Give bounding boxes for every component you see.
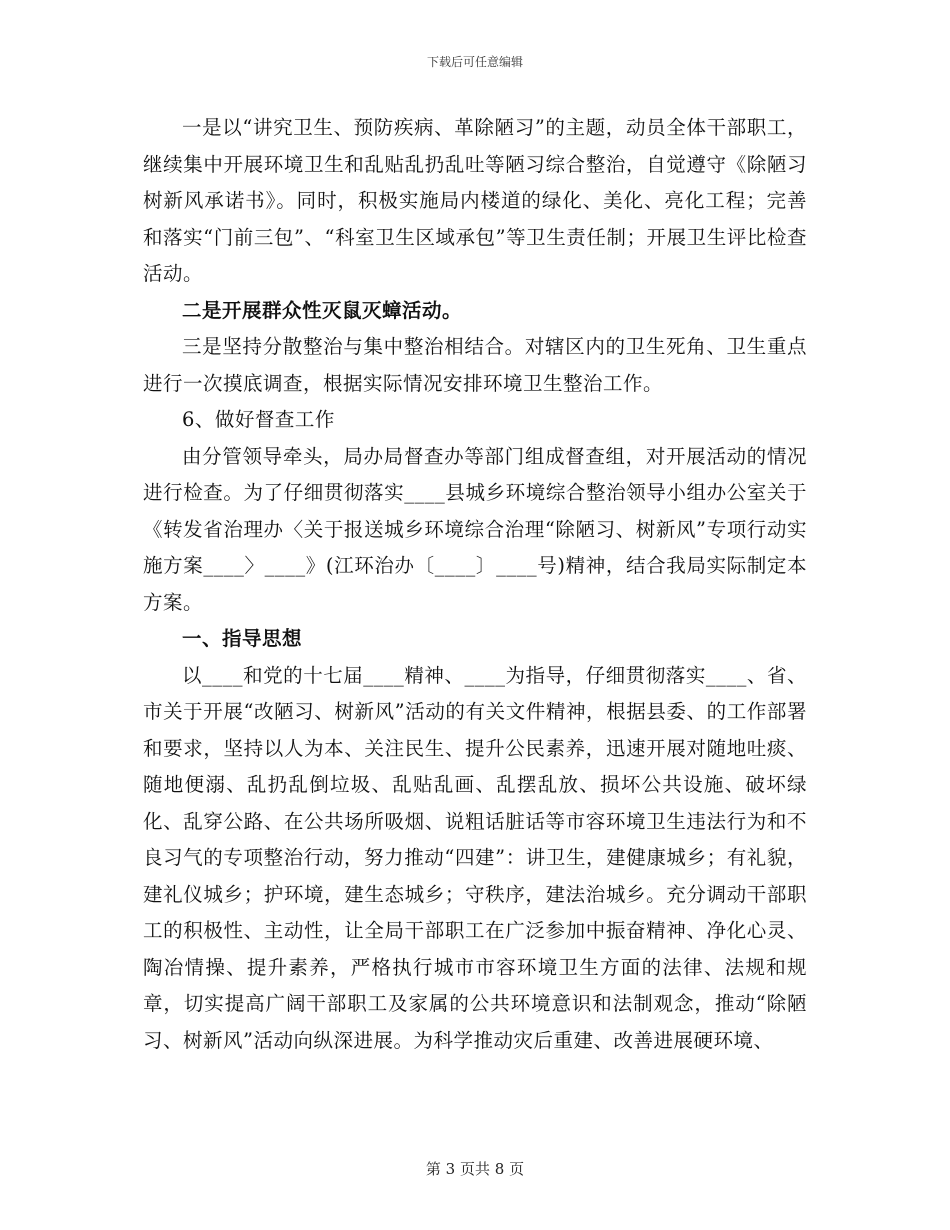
section-heading-supervision: 6、做好督查工作 [182,408,335,431]
paragraph-guiding-thought: 以____和党的十七届____精神、____为指导，仔细贯彻落实____、省、市关于开展“改陋习、树新风”活动的有关文件精神，根据县委、的工作部署和要求，坚持以人为本、关注民生、提升公民素养，迅速开展对随地吐痰、随地便溺、乱扔乱倒垃圾、乱贴乱画、乱摆乱放、损坏公共设施、破坏绿化、乱穿公路、在公共场所吸烟、说粗话脏话等市容环境卫生违法行为和不良习气的专项整治行动，努力推动“四建”：讲卫生，建健康城乡；有礼貌，建礼仪城乡；护环境，建生态城乡；守秩序，建法治城乡。充分调动干部职工的积极性、主动性，让全局干部职工在广泛参加中振奋精神、净化心灵、陶冶情操、提升素养，严格执行城市市容环境卫生方面的法律、法规和规章，切实提高广阔干部职工及家属的公共环境意识和法制观念，推动“除陋习、树新风”活动向纵深进展。为科学推动灾后重建、改善进展硬环境、 [143,663,807,1052]
section-heading-guiding-thought: 一、指导思想 [182,627,303,650]
paragraph-heading-rat-control: 二是开展群众性灭鼠灭蟑活动。 [182,298,463,322]
page-number: 第 3 页共 8 页 [425,1160,525,1178]
header-note: 下载后可任意编辑 [426,55,523,69]
paragraph-supervision: 由分管领导牵头，局办局督查办等部门组成督查组，对开展活动的情况进行检查。为了仔细贯彻落实____县城乡环境综合整治领导小组办公室关于《转发省治理办〈关于报送城乡环境综合治理“除陋习、树新风”专项行动实施方案____〉____》(江环治办〔____〕____号)精神，结合我局实际制定本方案。 [143,444,807,614]
paragraph-item-1: 一是以“讲究卫生、预防疾病、革除陋习”的主题，动员全体干部职工，继续集中开展环境卫生和乱贴乱扔乱吐等陋习综合整治，自觉遵守《除陋习树新风承诺书》。同时，积极实施局内楼道的绿化、美化、亮化工程；完善和落实“门前三包”、“科室卫生区域承包”等卫生责任制；开展卫生评比检查活动。 [143,116,807,285]
paragraph-item-3: 三是坚持分散整治与集中整治相结合。对辖区内的卫生死角、卫生重点进行一次摸底调查，根据实际情况安排环境卫生整治工作。 [143,335,807,395]
document-body [143,110,807,1059]
